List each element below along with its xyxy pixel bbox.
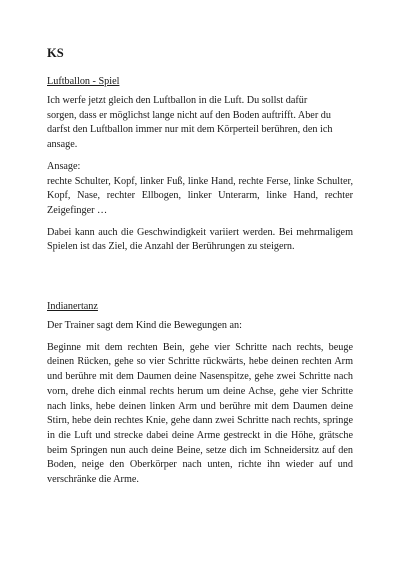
indianertanz-intro: Der Trainer sagt dem Kind die Bewegungen an: bbox=[47, 320, 242, 332]
luftballon-intro bbox=[47, 94, 353, 153]
ansage-label: Ansage: bbox=[47, 160, 81, 172]
section-title-luftballon: Luftballon - Spiel bbox=[47, 76, 120, 87]
intro-line: sorgen, dass er möglichst lange nicht auf den Boden auftrifft. Aber du bbox=[47, 109, 331, 121]
document-heading: KS bbox=[47, 46, 64, 60]
indianertanz-body: Beginne mit dem rechten Bein, gehe vier Schritte nach rechts, beuge deinen Rücken, gehe so vier Schritte rückwärts, hebe deinen rechten Arm und berühre mit dem Daumen deine Nasenspitze, gehe zwei Schritte nach vorn, drehe dich einmal rechts herum um deine Achse, gehe vier Schritte nach links, hebe deinen linken Arm und berühre mit dem Daumen deine Stirn, hebe dein rechtes Knie, gehe dann zwei Schritte nach rechts, springe in die Luft und strecke dabei deine Arme gestreckt in die Höhe, grätsche beim Springen nun auch deine Beine, setze dich im Schneidersitz auf den Boden, neige den Oberkörper nach unten, richte ihn wieder auf und verschränke die Arme. bbox=[47, 341, 353, 486]
section-title-indianertanz: Indianertanz bbox=[47, 301, 98, 313]
luftballon-closing: Dabei kann auch die Geschwindigkeit variiert werden. Bei mehrmaligem Spielen ist das Ziel, die Anzahl der Berührungen zu steigern. bbox=[47, 226, 353, 253]
document-page bbox=[47, 46, 353, 488]
intro-line: Ich werfe jetzt gleich den Luftballon in die Luft. Du sollst dafür bbox=[47, 95, 308, 106]
section-spacer bbox=[47, 255, 353, 300]
ansage-text: rechte Schulter, Kopf, linker Fuß, linke Hand, rechte Ferse, linke Schulter, Kopf, Nase, rechter Ellbogen, linker Unterarm, linke Hand, rechter Zeigefinger … bbox=[47, 175, 353, 216]
intro-line: ansage. bbox=[47, 139, 78, 151]
intro-line: darfst den Luftballon immer nur mit dem Körperteil berühren, den ich bbox=[47, 124, 333, 136]
